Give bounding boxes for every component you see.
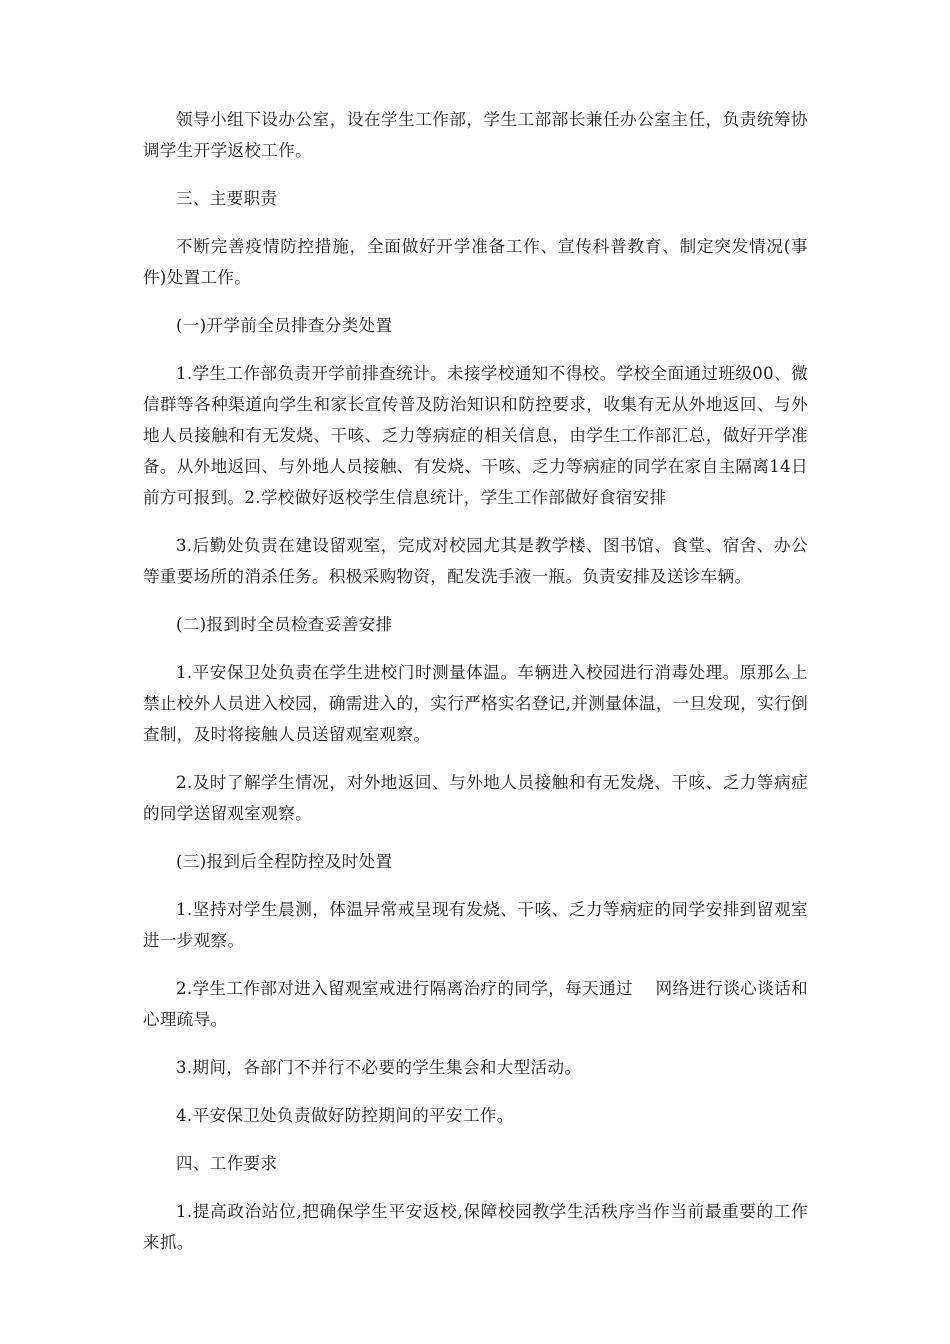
- paragraph-duties-intro: 不断完善疫情防控措施，全面做好开学准备工作、宣传科普教育、制定突发情况(事件)处置工作。: [143, 237, 808, 287]
- paragraph-morning-check: 1.坚持对学生晨测，体温异常戒呈现有发烧、干咳、乏力等病症的同学安排到留观室进一步观察。: [143, 900, 808, 950]
- paragraph-student-situation: 2.及时了解学生情况，对外地返回、与外地人员接触和有无发烧、干咳、乏力等病症的同学送留观室观察。: [143, 773, 808, 823]
- paragraph-office-setup: 领导小组下设办公室，设在学生工作部，学生工部部长兼任办公室主任，负责统筹协调学生开学返校工作。: [143, 110, 808, 160]
- paragraph-screening-statistics: 1.学生工作部负责开学前排查统计。未接学校通知不得校。学校全面通过班级00、微信群等各种渠道向学生和家长宣传普及防治知识和防控要求，收集有无从外地返回、与外地人员接触和有无发烧、干咳、乏力等病症的相关信息，由学生工作部汇总，做好开学准备。从外地返回、与外地人员接触、有发烧、干咳、乏力等病症的同学在家自主隔离14日前方可报到。2.学校做好返校学生信息统计，学生工作部做好食宿安排: [143, 364, 808, 507]
- subheading-pre-school-screening: (一)开学前全员排查分类处置: [176, 316, 393, 335]
- subheading-post-arrival-control: (三)报到后全程防控及时处置: [176, 852, 393, 871]
- section-heading-main-duties: 三、主要职责: [176, 189, 278, 208]
- paragraph-security-temperature: 1.平安保卫处负责在学生进校门时测量体温。车辆进入校园进行消毒处理。原那么上禁止校外人员进入校园，确需进入的，实行严格实名登记,并测量体温，一旦发现，实行倒查制，及时将接触人员送留观室观察。: [143, 663, 808, 744]
- paragraph-no-gatherings: 3.期间，各部门不并行不必要的学生集会和大型活动。: [176, 1058, 582, 1077]
- section-heading-work-requirements: 四、工作要求: [176, 1154, 278, 1173]
- paragraph-security-work: 4.平安保卫处负责做好防控期间的平安工作。: [176, 1106, 514, 1125]
- subheading-arrival-inspection: (二)报到时全员检查妥善安排: [176, 615, 393, 634]
- paragraph-logistics-disinfection: 3.后勤处负责在建设留观室，完成对校园尤其是教学楼、图书馆、食堂、宿舍、办公等重要场所的消杀任务。积极采购物资，配发洗手液一瓶。负责安排及送诊车辆。: [143, 536, 808, 586]
- document-page: [143, 104, 808, 1275]
- paragraph-counseling: 2.学生工作部对进入留观室戒进行隔离治疗的同学，每天通过 网络进行谈心谈话和心理疏导。: [143, 979, 808, 1029]
- paragraph-political-stance: 1.提高政治站位,把确保学生平安返校,保障校园教学生活秩序当作当前最重要的工作来抓。: [143, 1202, 808, 1252]
